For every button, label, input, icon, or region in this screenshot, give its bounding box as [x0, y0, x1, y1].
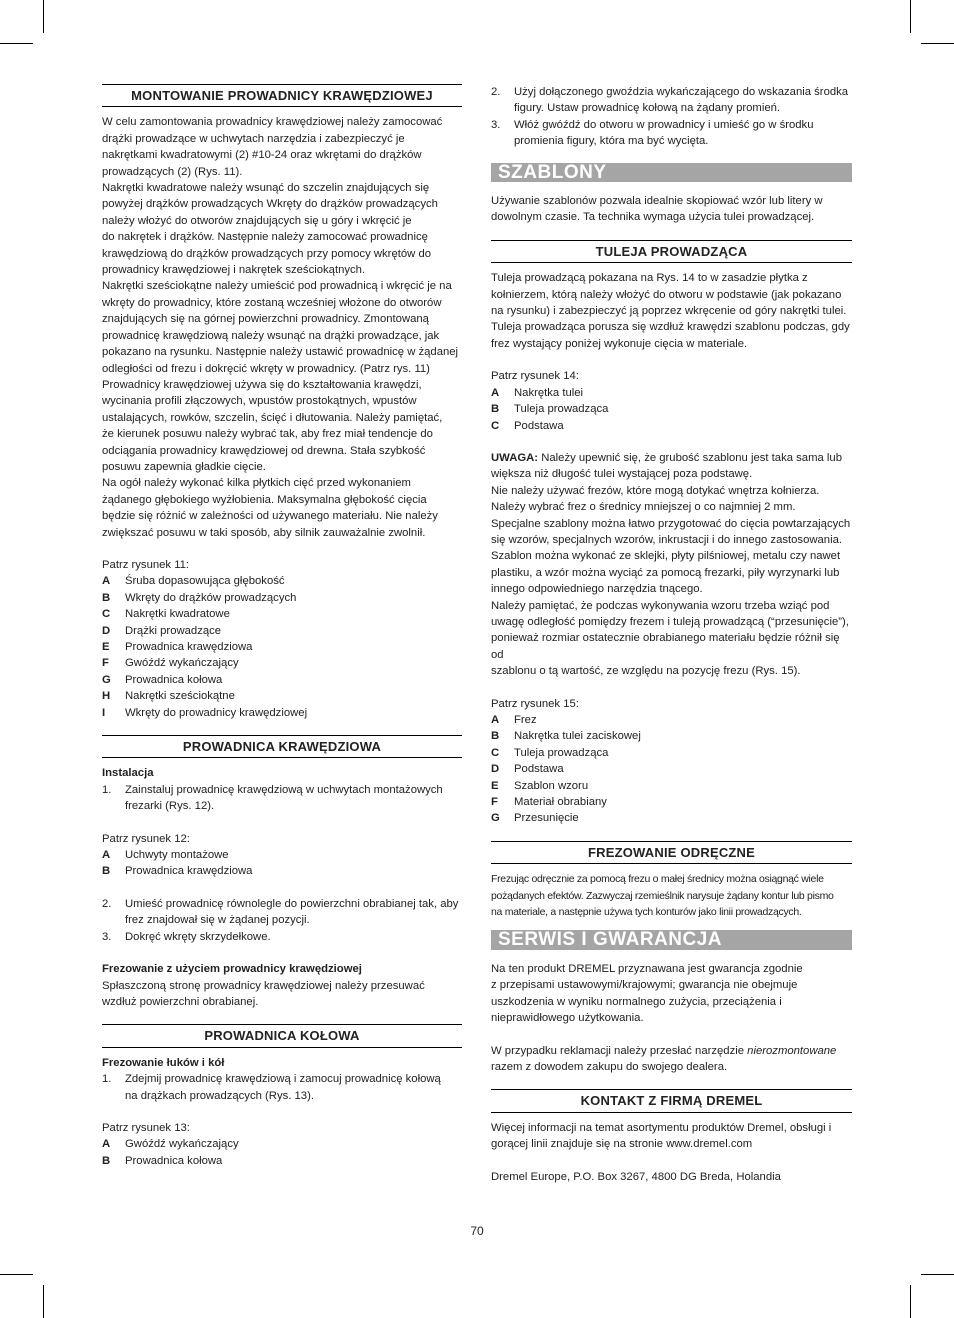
- text-line: prowadnicy krawędziowej i nakrętek sześciokątnych.: [102, 264, 366, 277]
- crop-mark: [0, 1274, 33, 1275]
- crop-mark: [921, 43, 954, 44]
- text-line: Zainstaluj prowadnicę krawędziową w uchwytach montażowych: [125, 783, 443, 796]
- uwaga-label: UWAGA:: [491, 451, 539, 464]
- fig13-label: Patrz rysunek 13:: [102, 1121, 190, 1134]
- text-line: frezarki (Rys. 12).: [125, 800, 215, 813]
- fig15-label: Patrz rysunek 15:: [491, 697, 579, 710]
- text-line: prowadnicę krawędziową należy wsunąć na drążki prowadzące, jak: [102, 329, 440, 342]
- list-item-text: Podstawa: [514, 763, 564, 776]
- list-item-key: B: [491, 403, 500, 416]
- list-item-key: G: [491, 812, 500, 825]
- list-item-key: G: [102, 673, 111, 686]
- list-item-text: Tuleja prowadząca: [514, 746, 609, 759]
- text-line: kołnierzem, którą należy włożyć do otworu w podstawie (jak pokazano: [491, 288, 842, 301]
- frezowanie-prowadnica-text: [102, 978, 462, 1011]
- text-line: figury. Ustaw prowadnicę kołową na żądany promień.: [514, 102, 781, 115]
- crop-mark: [910, 0, 911, 33]
- list-item-text: Prowadnica kołowa: [125, 673, 223, 686]
- circle-step-2-text: [514, 84, 848, 117]
- tuleja-text: [491, 270, 852, 352]
- text-line: na rysunku) i zabezpieczyć ją poprzez wkręcenie od góry nakrętki tulei.: [491, 305, 847, 318]
- heading-szablony: SZABLONY: [491, 163, 852, 182]
- reklamacja-line-2: razem z dowodem zakupu do swojego dealera.: [491, 1060, 728, 1073]
- text-line: wzdłuż powierzchni obrabianej.: [102, 995, 259, 1008]
- left-column: [102, 84, 462, 1169]
- text-line: żądanego głębokiego wyżłobienia. Maksymalna głębokość cięcia: [102, 493, 427, 506]
- kontakt-text: [491, 1120, 852, 1153]
- list-item: [491, 401, 852, 417]
- text-line: na materiale, a następnie używa tych konturów jako linii prowadzących.: [491, 906, 802, 919]
- szablony-text: [491, 193, 852, 226]
- list-item-text: Szablon wzoru: [514, 779, 589, 792]
- list-item: [491, 778, 852, 794]
- reklamacja-line-1: [491, 1043, 852, 1059]
- list-item-key: A: [102, 849, 111, 862]
- text-line: Frezując odręcznie za pomocą frezu o małej średnicy można osiągnąć wiele: [491, 873, 824, 886]
- text-line: się wzorów, specjalnych wzorów, inkrustacji i do innego zastosowania.: [491, 533, 843, 546]
- text-line: Szablon można wykonać ze sklejki, płyty pilśniowej, metalu czy nawet: [491, 550, 841, 563]
- crop-mark: [921, 1274, 954, 1275]
- list-item-key: C: [491, 746, 500, 759]
- text-line: wkręty do prowadnicy, które zostaną wcześniej włożone do otworów: [102, 296, 442, 309]
- fig15-list: [491, 712, 852, 827]
- crop-mark: [43, 1285, 44, 1318]
- reklamacja-before: W przypadku reklamacji należy przesłać narzędzie: [491, 1044, 748, 1057]
- heading-tuleja: TULEJA PROWADZĄCA: [491, 240, 852, 263]
- list-item-text: Prowadnica krawędziowa: [125, 641, 253, 653]
- list-item: [102, 655, 462, 671]
- montowanie-text: [102, 114, 462, 541]
- text-line: Należy pamiętać, że podczas wykonywania wzoru trzeba wziąć pod: [491, 599, 830, 612]
- fig14-list: [491, 385, 852, 434]
- list-item-text: Nakrętka tulei: [514, 386, 584, 399]
- list-item-key: B: [491, 730, 500, 743]
- text-line: że kierunek posuwu należy wybrać tak, aby frez miał tendencje do: [102, 428, 433, 441]
- list-item: [491, 728, 852, 744]
- list-item: [102, 573, 462, 589]
- text-line: uszkodzenia w wyniku normalnego zużycia, przeciążenia i: [491, 995, 782, 1008]
- step-3: 3. Dokręć wkręty skrzydełkowe.: [102, 929, 462, 945]
- crop-mark: [43, 0, 44, 33]
- text-line: Zdejmij prowadnicę krawędziową i zamocuj prowadnicę kołową: [125, 1073, 441, 1086]
- list-item-text: Śruba dopasowująca głębokość: [125, 575, 285, 588]
- text-line: większa niż długość tulei wystającej poza podstawę.: [491, 468, 753, 481]
- list-item: [491, 794, 852, 810]
- step-1-text: [125, 782, 443, 815]
- text-line: plastiku, a wzór można wyciąć za pomocą frezarki, piły wyrzynarki lub: [491, 566, 840, 579]
- list-item-key: A: [491, 714, 500, 726]
- fig11-label: Patrz rysunek 11:: [102, 558, 190, 571]
- luki-step-1-text: [125, 1071, 441, 1104]
- list-item-text: Prowadnica kołowa: [125, 1154, 223, 1167]
- heading-frezowanie-odreczne: FREZOWANIE ODRĘCZNE: [491, 841, 852, 864]
- text-line: odciągania prowadnicy krawędziowej od drewna. Stała szybkość: [102, 444, 426, 457]
- text-line: należy włożyć do otworów znajdujących się u góry i wkręcić je: [102, 214, 412, 227]
- text-line: pożądanych efektów. Zazwyczaj rzemieślnik narysuje żądany kontur lub pismo: [491, 889, 834, 902]
- text-line: Nakrętki kwadratowe należy wsunąć do szczelin znajdujących się: [102, 182, 430, 195]
- text-line: Nakrętki sześciokątne należy umieścić pod prowadnicą i wkręcić je na: [102, 280, 452, 293]
- list-item-key: A: [102, 575, 111, 588]
- list-item-key: B: [102, 1154, 111, 1167]
- crop-mark: [910, 1285, 911, 1318]
- list-item-key: I: [102, 706, 106, 719]
- list-item: [102, 847, 462, 863]
- text-line: frez wystający poniżej wykonuje cięcia w materiale.: [491, 337, 748, 350]
- text-line: ponieważ rozmiar ostatecznie obrabianego materiału będzie różnił się od: [491, 632, 840, 661]
- fig14-label: Patrz rysunek 14:: [491, 370, 579, 383]
- text-line: Tuleja prowadzącą pokazana na Rys. 14 to w zasadzie płytka z: [491, 272, 808, 285]
- serwis-text: [491, 961, 852, 1027]
- list-item-key: E: [491, 779, 499, 792]
- circle-step-2: 2. Użyj dołączonego gwoździa wykańczającego do wskazania środka figury. Ustaw prowadnicę kołową na żądany promień.: [491, 84, 852, 117]
- text-line: promienia figury, która ma być wycięta.: [514, 135, 709, 148]
- list-item-text: Podstawa: [514, 419, 564, 432]
- text-line: na drążkach prowadzących (Rys. 13).: [125, 1089, 314, 1102]
- text-line: Nie należy używać frezów, które mogą dotykać wnętrza kołnierza.: [491, 484, 820, 497]
- text-line: Używanie szablonów pozwala idealnie skopiować wzór lub litery w: [491, 195, 823, 208]
- list-item-key: D: [491, 763, 500, 776]
- text-line: pokazano na rysunku. Następnie należy ustawić prowadnicę w żądanej: [102, 346, 459, 359]
- frezowanie-prowadnica-title: Frezowanie z użyciem prowadnicy krawędziowej: [102, 963, 362, 976]
- text-line: będzie się różnić w zależności od używanego materiału. Nie należy: [102, 510, 438, 523]
- circle-step-3: 3. Włóż gwóźdź do otworu w prowadnicy i umieść go w środku promienia figury, która ma być wycięta.: [491, 117, 852, 150]
- circle-step-3-text: [514, 117, 814, 150]
- list-item-text: Tuleja prowadząca: [514, 403, 609, 416]
- text-line: do nakrętek i drążków. Następnie należy zamocować prowadnicę: [102, 231, 428, 244]
- uwaga-text: [491, 466, 852, 679]
- text-line: posuwu zapewnia gładkie cięcie.: [102, 460, 266, 473]
- step-2: 2. Umieść prowadnicę równolegle do powierzchni obrabianej tak, aby frez znajdował się w żądanej pozycji.: [102, 896, 462, 929]
- list-item-text: Frez: [514, 714, 537, 726]
- list-item-text: Wkręty do drążków prowadzących: [125, 591, 297, 604]
- luki-title: Frezowanie łuków i kół: [102, 1056, 225, 1069]
- text-line: odległości od frezu i dokręcić wkręty w prowadnicy. (Patrz rys. 11): [102, 362, 430, 375]
- uwaga-first: Należy upewnić się, że grubość szablonu jest taka sama lub: [538, 451, 842, 464]
- text-line: uwagę odległość pomiędzy frezem i tuleją prowadzącą (“przesunięcie”),: [491, 615, 849, 628]
- list-item: [491, 761, 852, 777]
- text-line: Należy wybrać frez o średnicy mniejszej o co najmniej 2 mm.: [491, 501, 796, 514]
- luki-step-1: 1. Zdejmij prowadnicę krawędziową i zamocuj prowadnicę kołową na drążkach prowadzących (Rys. 13).: [102, 1071, 462, 1104]
- list-item: [491, 745, 852, 761]
- step-2-text: [125, 896, 458, 929]
- heading-kontakt: KONTAKT Z FIRMĄ DREMEL: [491, 1089, 852, 1112]
- list-item-key: C: [102, 608, 111, 621]
- page-number: 70: [470, 1224, 484, 1238]
- list-item: [102, 590, 462, 606]
- list-item-key: A: [102, 1138, 111, 1151]
- list-item: [102, 672, 462, 688]
- list-item: [491, 385, 852, 401]
- text-line: Na ogół należy wykonać kilka płytkich cięć przed wykonaniem: [102, 477, 411, 490]
- text-line: Specjalne szablony można łatwo przygotować do cięcia powtarzających: [491, 517, 851, 530]
- text-line: Umieść prowadnicę równolegle do powierzchni obrabianej tak, aby: [125, 897, 459, 910]
- text-line: zwiększać posuwu w taki sposób, aby silnik zauważalnie zwolnił.: [102, 526, 426, 539]
- crop-mark: [0, 43, 33, 44]
- text-line: Prowadnicy krawędziowej używa się do kształtowania krawędzi,: [102, 378, 422, 391]
- list-item: [102, 639, 462, 655]
- list-item: [102, 688, 462, 704]
- reklamacja-italic: nierozmontowane: [747, 1044, 837, 1057]
- text-line: Tuleja prowadząca porusza się wzdłuż krawędzi szablonu podczas, gdy: [491, 321, 850, 334]
- text-line: Użyj dołączonego gwoździa wykańczającego do wskazania środka: [514, 86, 849, 98]
- list-item: [102, 705, 462, 721]
- uwaga-line: [491, 450, 852, 466]
- text-line: drążki prowadzące w uchwytach narzędzia i zabezpieczyć je: [102, 132, 405, 145]
- list-item-key: F: [491, 796, 498, 809]
- fig12-label: Patrz rysunek 12:: [102, 832, 190, 845]
- text-line: wycinania profili złączowych, wpustów prostokątnych, wpustów: [102, 395, 417, 408]
- text-line: znajdujących się na górnej powierzchni prowadnicy. Zmontowaną: [102, 313, 429, 326]
- fig11-list: [102, 573, 462, 721]
- text-line: z przepisami ustawowymi/krajowymi; gwarancja nie obejmuje: [491, 979, 798, 992]
- text-line: dowolnym czasie. Ta technika wymaga użycia tulei prowadzącej.: [491, 211, 815, 224]
- list-item: [491, 810, 852, 826]
- list-item: [102, 863, 462, 879]
- heading-prowadnica-kolowa: PROWADNICA KOŁOWA: [102, 1024, 462, 1047]
- text-line: powyżej drążków prowadzących Wkręty do drążków prowadzących: [102, 198, 438, 211]
- list-item-key: F: [102, 657, 109, 670]
- text-line: gorącej linii znajduje się na stronie www.dremel.com: [491, 1138, 753, 1151]
- list-item: [102, 606, 462, 622]
- text-line: Więcej informacji na temat asortymentu produktów Dremel, obsługi i: [491, 1121, 832, 1134]
- list-item-key: B: [102, 865, 111, 878]
- heading-montowanie: MONTOWANIE PROWADNICY KRAWĘDZIOWEJ: [102, 84, 462, 107]
- fig12-list: [102, 847, 462, 880]
- list-item-key: A: [491, 386, 500, 399]
- list-item: [102, 623, 462, 639]
- text-line: ustalających, rowków, szczelin, ścięć i dłutowania. Należy pamiętać,: [102, 411, 443, 424]
- list-item-key: C: [491, 419, 500, 432]
- text-line: krawędziową do drążków prowadzących przy pomocy wkrętów do: [102, 247, 432, 260]
- list-item-text: Prowadnica krawędziowa: [125, 865, 253, 878]
- list-item-key: H: [102, 690, 111, 703]
- text-line: Na ten produkt DREMEL przyznawana jest gwarancja zgodnie: [491, 962, 803, 975]
- text-line: szablonu o tą wartość, ze względu na pozycję frezu (Rys. 15).: [491, 665, 801, 678]
- text-line: frez znajdował się w żądanej pozycji.: [125, 914, 310, 927]
- text-line: W celu zamontowania prowadnicy krawędziowej należy zamocować: [102, 116, 443, 129]
- list-item: [102, 1153, 462, 1169]
- list-item-text: Przesunięcie: [514, 812, 579, 825]
- list-item-key: D: [102, 624, 111, 637]
- odreczne-text: [491, 871, 852, 920]
- list-item-text: Uchwyty montażowe: [125, 849, 229, 862]
- list-item-key: B: [102, 591, 111, 604]
- instalacja-title: Instalacja: [102, 767, 154, 780]
- text-line: Spłaszczoną stronę prowadnicy krawędziowej należy przesuwać: [102, 979, 425, 992]
- list-item-text: Nakrętki sześciokątne: [125, 690, 235, 703]
- list-item-text: Gwóźdź wykańczający: [125, 1138, 239, 1151]
- fig13-list: [102, 1136, 462, 1169]
- text-line: innego odpowiedniego narzędzia tnącego.: [491, 583, 703, 596]
- list-item: [491, 712, 852, 728]
- address: Dremel Europe, P.O. Box 3267, 4800 DG Breda, Holandia: [491, 1170, 781, 1183]
- heading-prowadnica-krawedziowa: PROWADNICA KRAWĘDZIOWA: [102, 735, 462, 758]
- right-column: [491, 84, 852, 1185]
- step-1: 1. Zainstaluj prowadnicę krawędziową w uchwytach montażowych frezarki (Rys. 12).: [102, 782, 462, 815]
- list-item: [102, 1136, 462, 1152]
- heading-serwis: SERWIS I GWARANCJA: [491, 930, 852, 949]
- list-item: [491, 418, 852, 434]
- text-line: prowadzących (2) (Rys. 11).: [102, 165, 243, 178]
- list-item-text: Gwóźdź wykańczający: [125, 657, 239, 670]
- step-3-text: Dokręć wkręty skrzydełkowe.: [125, 930, 271, 943]
- list-item-key: E: [102, 641, 110, 653]
- text-line: nieprawidłowego użytkowania.: [491, 1012, 644, 1025]
- list-item-text: Drążki prowadzące: [125, 624, 222, 637]
- text-line: Włóż gwóźdź do otworu w prowadnicy i umieść go w środku: [514, 118, 814, 131]
- list-item-text: Nakrętka tulei zaciskowej: [514, 730, 641, 743]
- list-item-text: Wkręty do prowadnicy krawędziowej: [125, 706, 308, 719]
- list-item-text: Materiał obrabiany: [514, 796, 607, 809]
- text-line: nakrętkami kwadratowymi (2) #10-24 oraz wkrętami do drążków: [102, 149, 422, 162]
- list-item-text: Nakrętki kwadratowe: [125, 608, 230, 621]
